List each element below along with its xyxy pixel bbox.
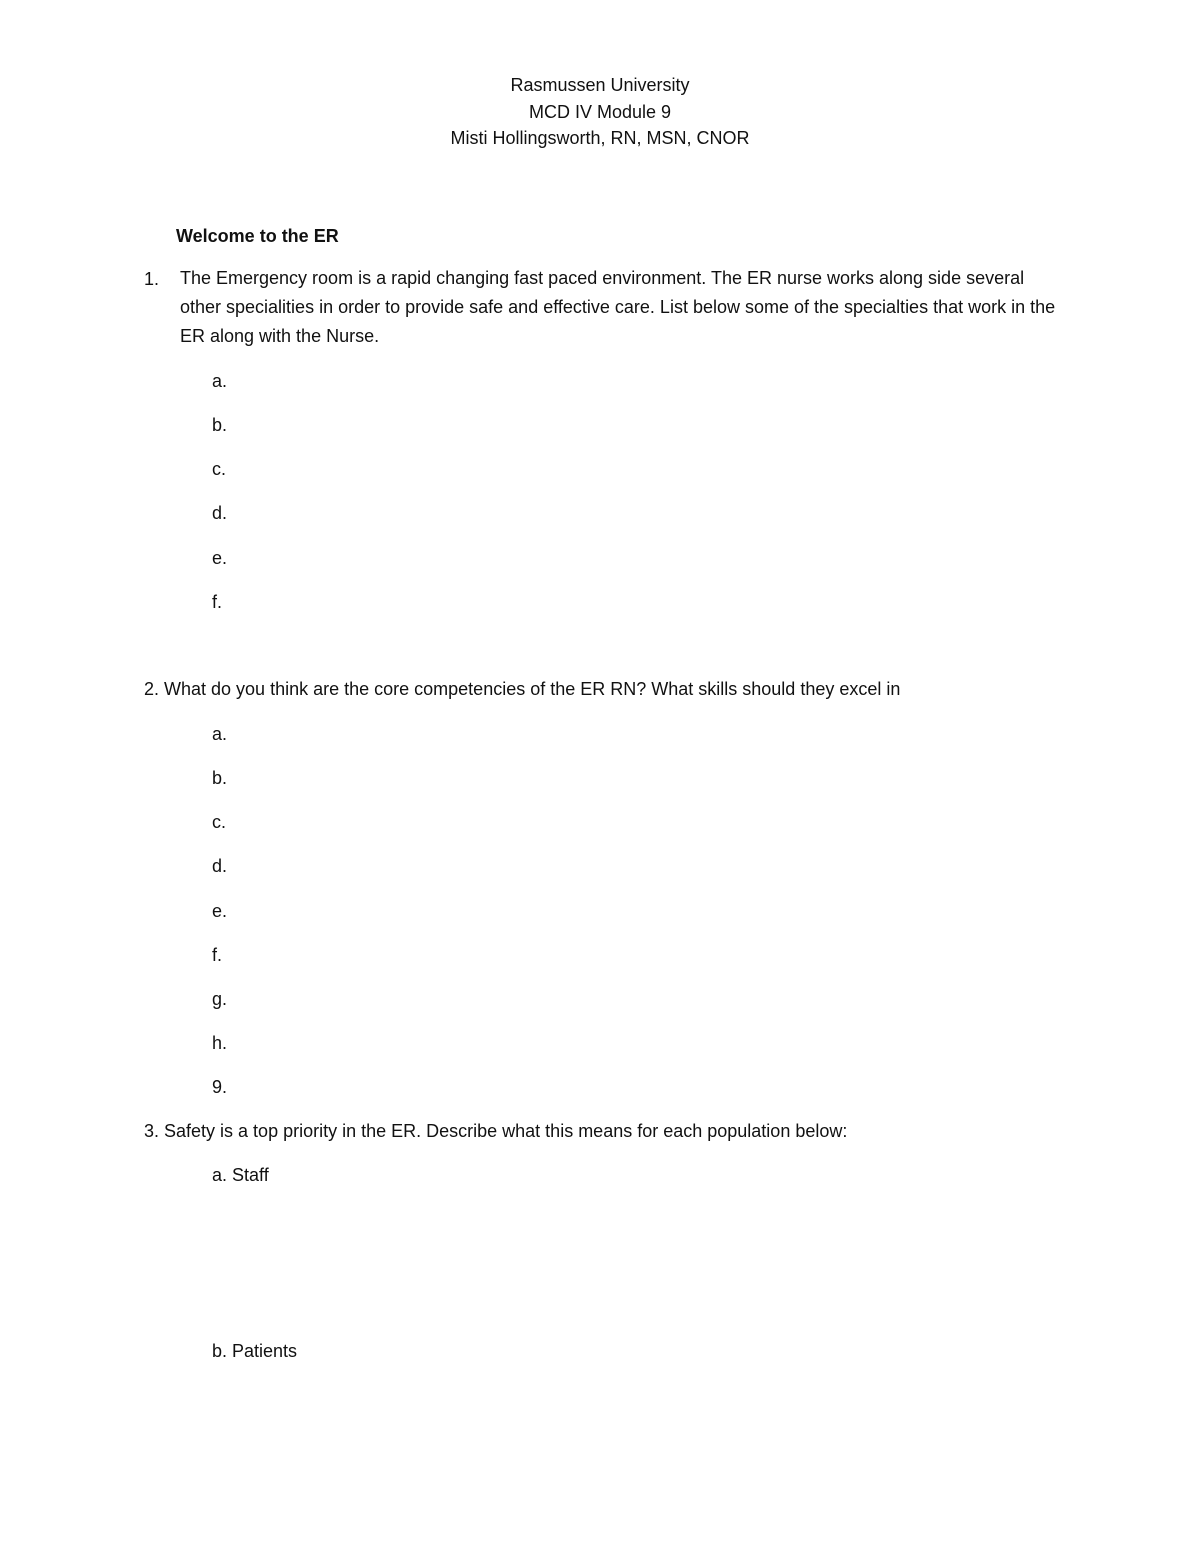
header-course: MCD IV Module 9 xyxy=(528,102,672,122)
section-title: Welcome to the ER xyxy=(176,226,339,246)
header-instructor: Misti Hollingsworth, RN, MSN, CNOR xyxy=(450,128,750,148)
q2-item-a: a. xyxy=(212,724,228,744)
q3-text: 3. Safety is a top priority in the ER. Describe what this means for each population below: xyxy=(144,1121,848,1141)
q2-item-b: b. xyxy=(212,768,228,788)
q2-text: 2. What do you think are the core competencies of the ER RN? What skills should they excel in xyxy=(144,679,901,699)
q2-item-g: g. xyxy=(212,989,228,1009)
q3-item-staff: a. Staff xyxy=(212,1165,269,1185)
q1-number: 1. xyxy=(144,269,160,289)
q2-item-d: d. xyxy=(212,856,228,876)
q2-item-c: c. xyxy=(212,812,227,832)
q1-item-e: e. xyxy=(212,548,228,568)
q1-item-b: b. xyxy=(212,415,228,435)
q1-item-d: d. xyxy=(212,503,228,523)
q2-item-9: 9. xyxy=(212,1077,228,1097)
q1-item-f: f. xyxy=(212,592,223,612)
q2-item-f: f. xyxy=(212,945,223,965)
q2-item-e: e. xyxy=(212,901,228,921)
q2-item-h: h. xyxy=(212,1033,228,1053)
header-institution: Rasmussen University xyxy=(510,75,690,95)
q1-text: The Emergency room is a rapid changing fast paced environment. The ER nurse works along side several other specialities in order to provide safe and effective care. List below some of the specialties that work in the ER along with the Nurse. xyxy=(180,268,1056,346)
q1-item-a: a. xyxy=(212,371,228,391)
q1-item-c: c. xyxy=(212,459,227,479)
q3-item-patients: b. Patients xyxy=(212,1341,298,1361)
